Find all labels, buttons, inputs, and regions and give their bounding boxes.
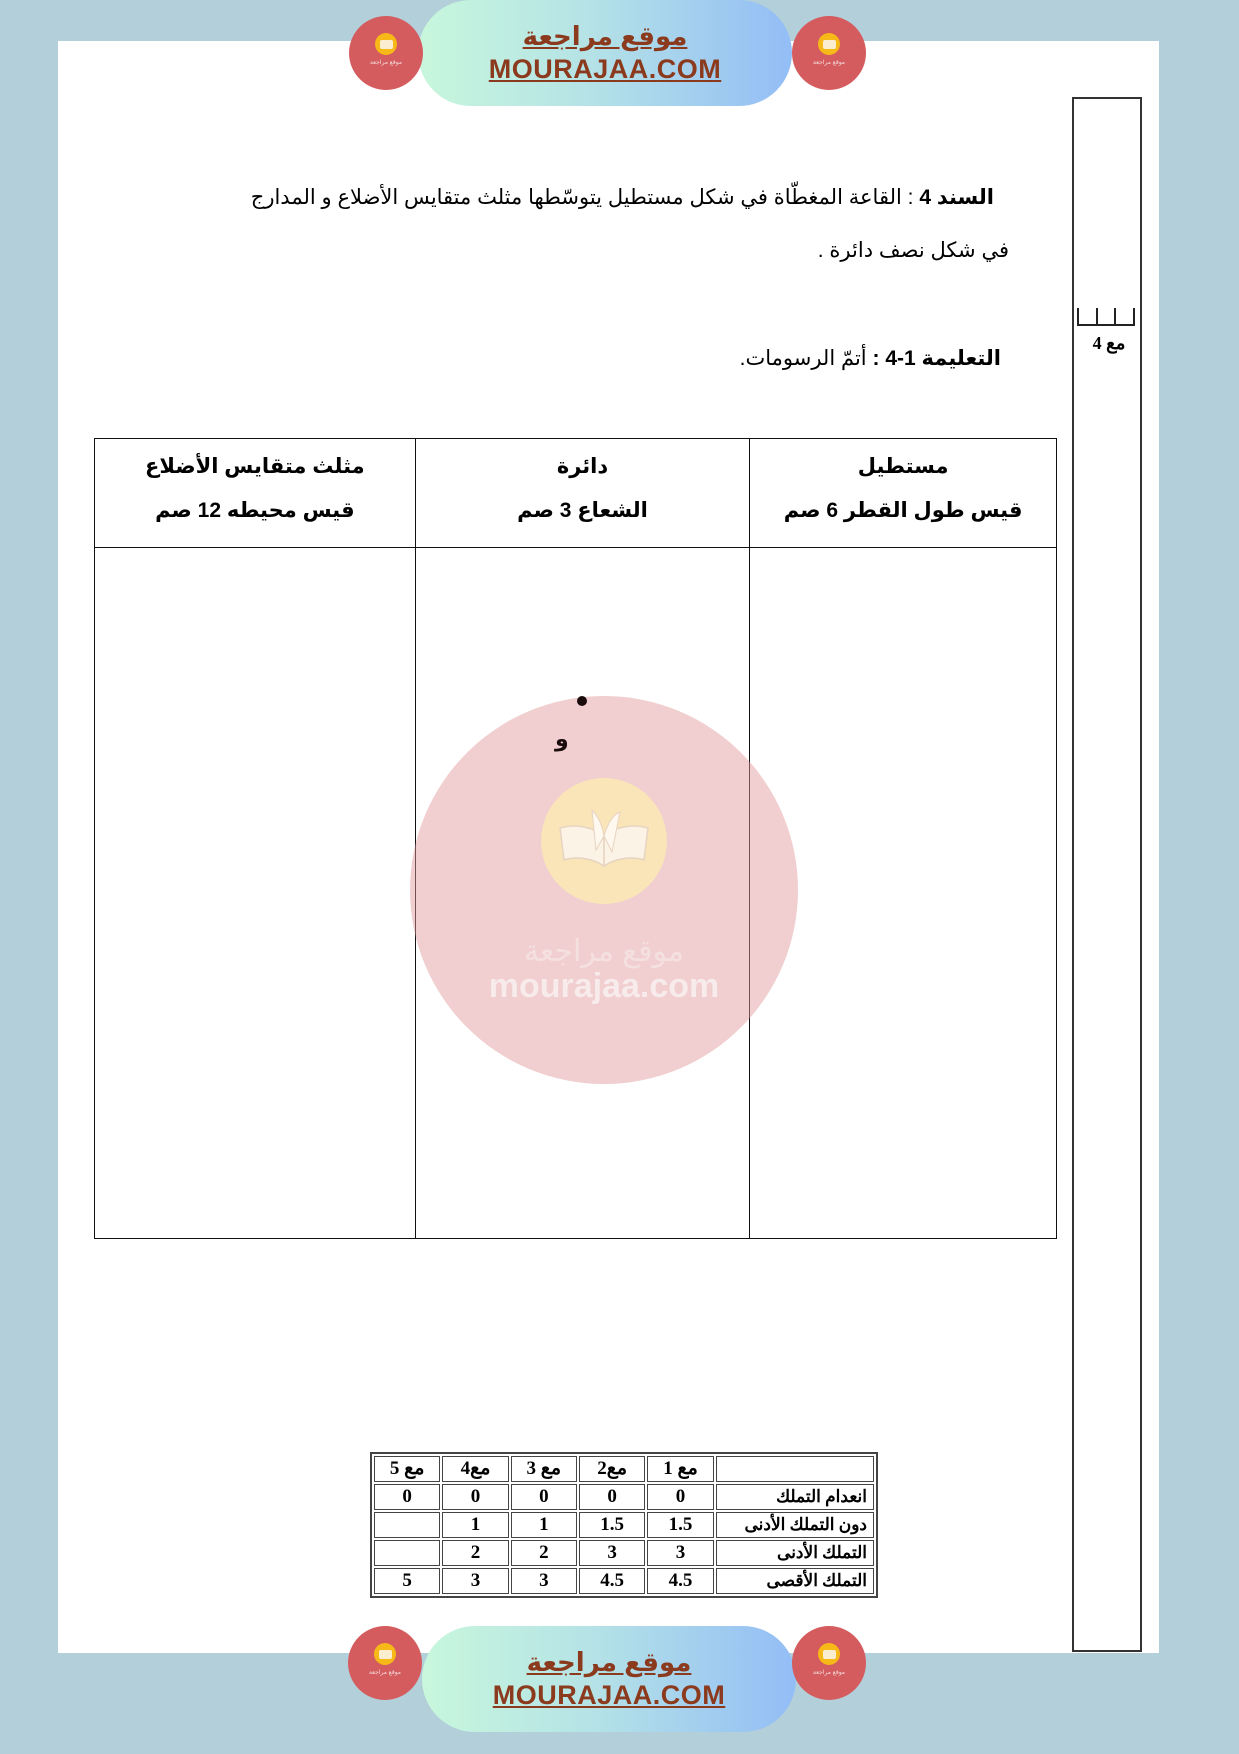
logo-caption: موقع مراجعة	[812, 60, 846, 66]
score-cell: 1	[511, 1512, 577, 1538]
site-logo-right-top[interactable]	[792, 16, 866, 90]
site-logo-right-bottom[interactable]	[792, 1626, 866, 1700]
row-label: التملك الأقصى	[716, 1568, 874, 1594]
score-cell	[374, 1540, 440, 1566]
scoring-table	[370, 1452, 878, 1598]
site-logo-left-bottom[interactable]	[348, 1626, 422, 1700]
score-cell: 0	[511, 1484, 577, 1510]
banner-title-arabic: موقع مراجعة	[522, 21, 688, 51]
score-cell: 1.5	[647, 1512, 713, 1538]
logo-caption: موقع مراجعة	[369, 60, 403, 66]
support-text: : القاعة المغطّاة في شكل مستطيل يتوسّطها مثلث متقايس الأضلاع و المدارج	[250, 186, 920, 209]
score-cell	[374, 1512, 440, 1538]
header-cell: مع4	[442, 1456, 508, 1482]
banner-title-latin: MOURAJAA.COM	[492, 1680, 726, 1710]
score-cell: 0	[579, 1484, 645, 1510]
score-cell: 0	[374, 1484, 440, 1510]
column-header-rectangle	[750, 439, 1057, 548]
score-cell: 0	[442, 1484, 508, 1510]
score-cell: 2	[442, 1540, 508, 1566]
book-icon	[380, 40, 393, 49]
logo-caption: موقع مراجعة	[812, 1670, 846, 1676]
header-cell: مع 3	[511, 1456, 577, 1482]
logo-caption: موقع مراجعة	[368, 1670, 402, 1676]
instruction-line	[501, 346, 1001, 371]
column-subtitle: الشعاع 3 صم	[517, 499, 648, 522]
column-title: دائرة	[556, 455, 609, 478]
table-row	[374, 1568, 874, 1594]
watermark-latin: mourajaa.com	[488, 967, 720, 1005]
criterion-label: مع 4	[1092, 333, 1126, 353]
header-cell: مع 5	[374, 1456, 440, 1482]
book-icon	[379, 1650, 392, 1659]
support-paragraph-line1	[174, 185, 994, 210]
bottom-banner[interactable]	[422, 1626, 796, 1732]
score-boxes[interactable]	[1077, 308, 1135, 326]
drawing-area-triangle[interactable]	[95, 548, 416, 1239]
column-header-triangle	[95, 439, 416, 548]
banner-title-latin: MOURAJAA.COM	[488, 54, 722, 84]
score-cell: 2	[511, 1540, 577, 1566]
score-cell: 1	[442, 1512, 508, 1538]
column-header-circle	[415, 439, 750, 548]
watermark-arabic: موقع مراجعة	[523, 935, 685, 968]
row-label: التملك الأدنى	[716, 1540, 874, 1566]
column-subtitle: قيس طول القطر 6 صم	[783, 499, 1023, 522]
score-cell: 3	[579, 1540, 645, 1566]
book-icon	[823, 40, 836, 49]
score-cell: 3	[647, 1540, 713, 1566]
score-cell: 5	[374, 1568, 440, 1594]
column-title: مستطيل	[857, 455, 949, 478]
margin-score-column	[1072, 97, 1142, 1652]
score-cell: 3	[442, 1568, 508, 1594]
header-cell: مع 1	[647, 1456, 713, 1482]
center-point-label: و	[555, 726, 569, 751]
center-point	[577, 696, 587, 706]
column-subtitle: قيس محيطه 12 صم	[155, 499, 355, 522]
site-logo-left-top[interactable]	[349, 16, 423, 90]
instruction-text: أتمّ الرسومات.	[739, 347, 873, 370]
row-label: انعدام التملك	[716, 1484, 874, 1510]
banner-title-arabic: موقع مراجعة	[526, 1647, 692, 1677]
column-title: مثلث متقايس الأضلاع	[145, 455, 365, 478]
row-label: دون التملك الأدنى	[716, 1512, 874, 1538]
table-row	[374, 1540, 874, 1566]
score-cell: 4.5	[579, 1568, 645, 1594]
table-row	[374, 1484, 874, 1510]
header-cell: مع2	[579, 1456, 645, 1482]
header-cell-empty	[716, 1456, 874, 1482]
book-icon	[823, 1650, 836, 1659]
score-cell: 0	[647, 1484, 713, 1510]
top-banner[interactable]	[418, 0, 792, 106]
score-cell: 3	[511, 1568, 577, 1594]
watermark	[410, 696, 798, 1084]
score-cell: 1.5	[579, 1512, 645, 1538]
support-paragraph-line2: في شكل نصف دائرة .	[817, 239, 1009, 262]
score-cell: 4.5	[647, 1568, 713, 1594]
instruction-label: التعليمة 1-4 :	[872, 347, 1001, 370]
open-book-icon	[541, 778, 667, 904]
support-label: السند 4	[919, 186, 994, 209]
table-row	[374, 1512, 874, 1538]
